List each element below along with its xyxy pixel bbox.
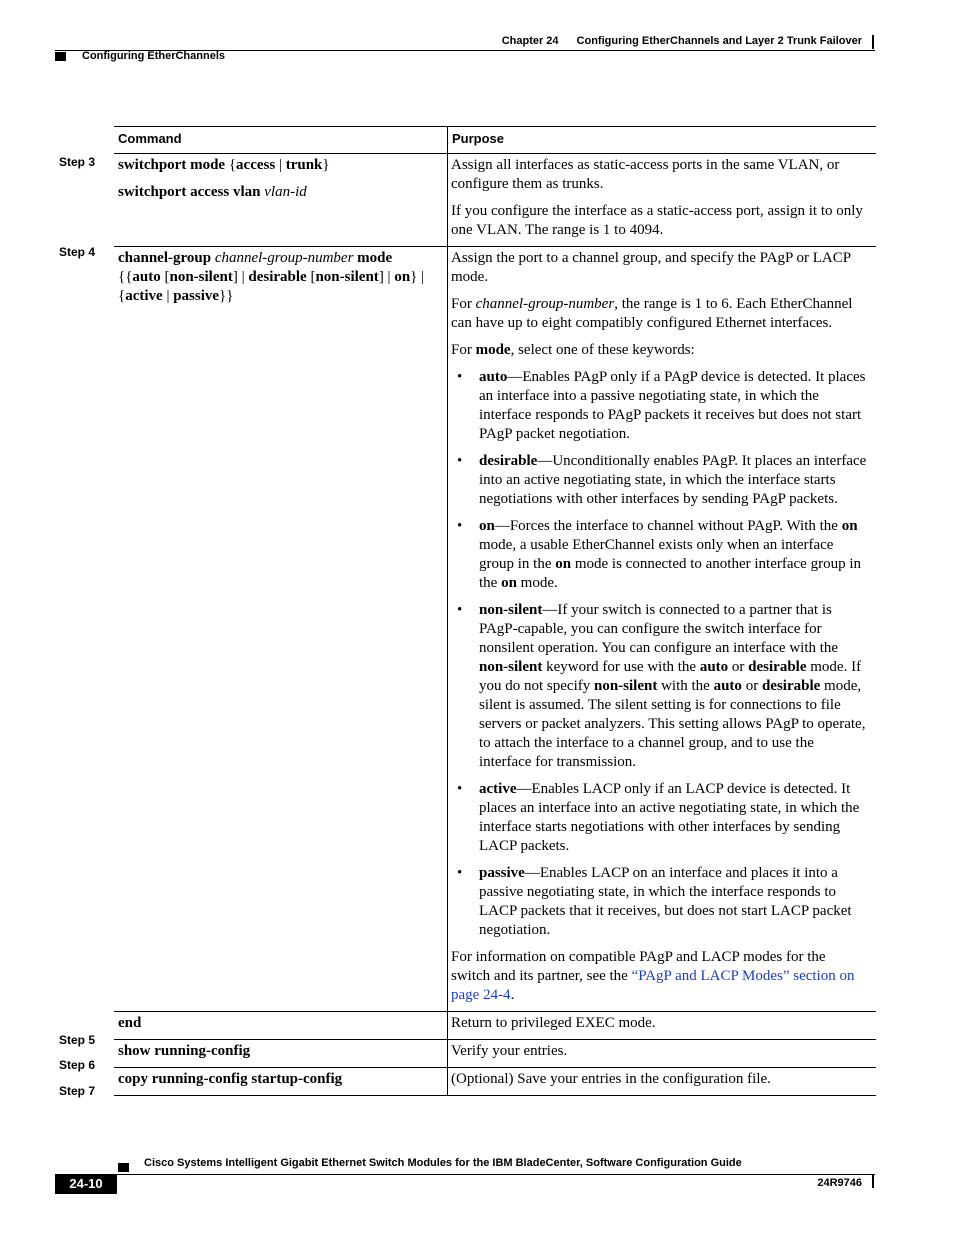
purpose-text: For channel-group-number, the range is 1 to 6. Each EtherChannel can have up to eight compatibly configured Ethernet interfaces. [451, 296, 853, 331]
column-header-command: Command [114, 127, 448, 154]
command-cell [114, 154, 448, 247]
footer-rule [55, 1174, 875, 1175]
purpose-cell [448, 247, 877, 1012]
command-switchport-access-vlan: switchport access vlan vlan-id [118, 184, 307, 200]
bullet-icon: • [457, 518, 463, 534]
chapter-number: Chapter 24 [501, 35, 559, 47]
table-header-row [114, 127, 876, 154]
step-3-label: Step 3 [59, 155, 96, 169]
header-bar [872, 35, 874, 49]
table-row-step-3 [114, 154, 876, 247]
table-row-step-4 [114, 247, 876, 1012]
table-row-step-7 [114, 1068, 876, 1096]
purpose-text: For information on compatible PAgP and LACP modes for the switch and its partner, see the “PAgP and LACP Modes” section on page 24-4. [451, 949, 855, 1003]
running-header [502, 35, 862, 47]
footer-marker [118, 1163, 129, 1172]
list-item-on: • on—Forces the interface to channel without PAgP. With the on mode, a usable EtherChannel exists only when an interface group in the on mode is connected to another interface group in the on mode. [457, 518, 861, 591]
command-channel-group: channel-group channel-group-number mode {{auto [non-silent] | desirable [non-silent] | on} | {active | passive}} [118, 250, 425, 304]
list-item-auto: • auto—Enables PAgP only if a PAgP device is detected. It places an interface into a passive negotiating state, in which the interface responds to PAgP packets it receives but does not start PAgP packet negotiation. [457, 369, 866, 442]
purpose-text: If you configure the interface as a static-access port, assign it to only one VLAN. The range is 1 to 4094. [451, 203, 863, 238]
step-7-label: Step 7 [59, 1084, 96, 1098]
purpose-text: Assign the port to a channel group, and specify the PAgP or LACP mode. [451, 250, 851, 285]
list-item-active: • active—Enables LACP only if an LACP device is detected. It places an interface into an active negotiating state, in which the interface starts negotiations with other interfaces by sending LACP packets. [457, 781, 860, 854]
bullet-icon: • [457, 602, 463, 618]
step-6-label: Step 6 [59, 1058, 96, 1072]
step-4-label: Step 4 [59, 245, 96, 259]
command-cell [114, 1068, 448, 1096]
bullet-icon: • [457, 369, 463, 385]
column-header-purpose: Purpose [448, 127, 877, 154]
chapter-title: Configuring EtherChannels and Layer 2 Trunk Failover [576, 35, 862, 47]
command-copy-running-config: copy running-config startup-config [118, 1071, 343, 1087]
purpose-cell: Return to privileged EXEC mode. [448, 1012, 877, 1040]
purpose-cell: Verify your entries. [448, 1040, 877, 1068]
purpose-cell [448, 154, 877, 247]
purpose-text: Assign all interfaces as static-access ports in the same VLAN, or configure them as trunks. [451, 157, 840, 192]
command-show-running-config: show running-config [118, 1043, 251, 1059]
mode-keyword-list [451, 368, 868, 940]
table-row-step-5 [114, 1012, 876, 1040]
command-cell [114, 1040, 448, 1068]
command-switchport-mode: switchport mode {access | trunk} [118, 157, 330, 173]
footer-title: Cisco Systems Intelligent Gigabit Ethernet Switch Modules for the IBM BladeCenter, Software Configuration Guide [144, 1157, 742, 1169]
purpose-text: For mode, select one of these keywords: [451, 342, 695, 358]
command-cell [114, 247, 448, 1012]
command-end: end [118, 1015, 142, 1031]
command-cell [114, 1012, 448, 1040]
list-item-non-silent: • non-silent—If your switch is connected to a partner that is PAgP-capable, you can configure the switch interface for nonsilent operation. You can configure an interface with the non-silent keyword for use with the auto or desirable mode. If you do not specify non-silent with the auto or desirable mode, silent is assumed. The silent setting is for connections to file servers or packet analyzers. This setting allows PAgP to operate, to attach the interface to a channel group, and to use the interface for transmission. [457, 602, 866, 770]
page-number: 24-10 [55, 1174, 117, 1194]
command-table [114, 126, 876, 1096]
header-marker [55, 52, 66, 61]
step-5-label: Step 5 [59, 1033, 96, 1047]
bullet-icon: • [457, 453, 463, 469]
purpose-cell: (Optional) Save your entries in the configuration file. [448, 1068, 877, 1096]
bullet-icon: • [457, 865, 463, 881]
footer-bar [872, 1174, 874, 1188]
section-title: Configuring EtherChannels [82, 50, 225, 62]
list-item-desirable: • desirable—Unconditionally enables PAgP. It places an interface into an active negotiating state, in which the interface starts negotiations with other interfaces by sending PAgP packets. [457, 453, 867, 507]
table-row-step-6 [114, 1040, 876, 1068]
document-number: 24R9746 [817, 1177, 862, 1189]
pagp-lacp-modes-link[interactable]: “PAgP and LACP Modes” section on page 24-4 [451, 968, 855, 1003]
bullet-icon: • [457, 781, 463, 797]
list-item-passive: • passive—Enables LACP on an interface and places it into a passive negotiating state, in which the interface responds to LACP packets that it receives, but does not start LACP packet negotiation. [457, 865, 852, 938]
